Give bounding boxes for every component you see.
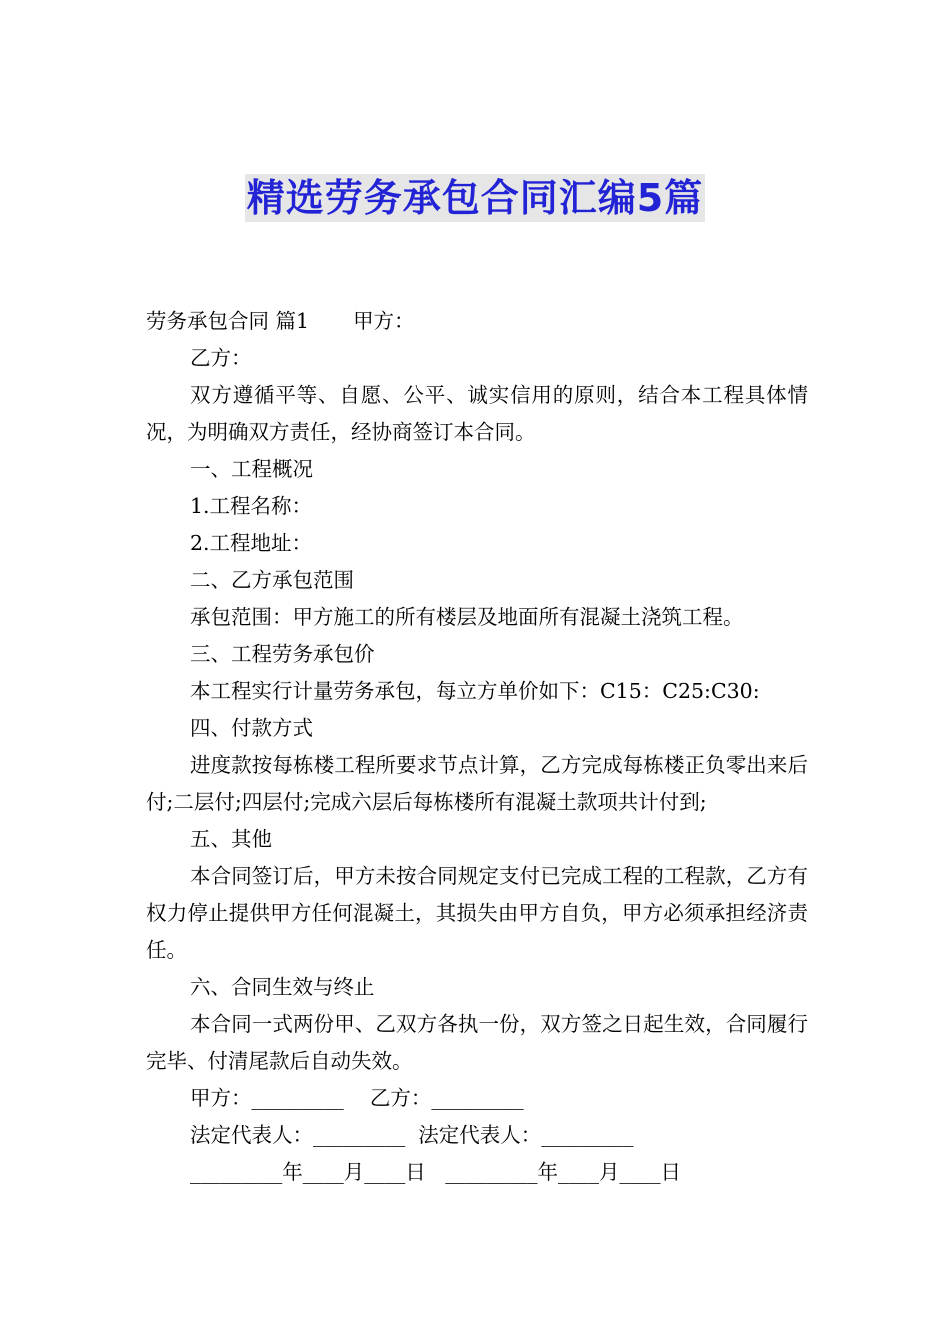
- paragraph: 乙方：: [190, 346, 252, 370]
- document-title: 精选劳务承包合同汇编5篇: [246, 176, 704, 220]
- paragraph: 一、工程概况: [190, 457, 313, 481]
- title-container: [0, 174, 950, 222]
- signature-date-line: _________年____月____日 _________年____月____日: [190, 1160, 682, 1184]
- paragraph: 本工程实行计量劳务承包，每立方单价如下：C15：C25:C30:: [190, 679, 760, 703]
- paragraph: 1.工程名称：: [190, 494, 313, 518]
- paragraph: 承包范围：甲方施工的所有楼层及地面所有混凝土浇筑工程。: [190, 605, 744, 629]
- section-heading: [146, 303, 808, 340]
- party-a-label: 甲方：: [353, 309, 415, 333]
- paragraph: 三、工程劳务承包价: [190, 642, 375, 666]
- paragraph: 2.工程地址：: [190, 531, 313, 555]
- paragraph: 进度款按每栋楼工程所要求节点计算，乙方完成每栋楼正负零出来后付;二层付;四层付;完成六层后每栋楼所有混凝土款项共计付到;: [146, 753, 808, 814]
- paragraph: 六、合同生效与终止: [190, 975, 375, 999]
- paragraph: 双方遵循平等、自愿、公平、诚实信用的原则，结合本工程具体情况，为明确双方责任，经协商签订本合同。: [146, 383, 808, 444]
- paragraph: 本合同签订后，甲方未按合同规定支付已完成工程的工程款，乙方有权力停止提供甲方任何混凝土，其损失由甲方自负，甲方必须承担经济责任。: [146, 864, 808, 962]
- signature-representative-line: 法定代表人：_________ 法定代表人：_________: [190, 1123, 634, 1147]
- contract-heading: 劳务承包合同 篇1: [146, 309, 310, 333]
- paragraph: 二、乙方承包范围: [190, 568, 354, 592]
- paragraph: 本合同一式两份甲、乙双方各执一份，双方签之日起生效，合同履行完毕、付清尾款后自动失效。: [146, 1012, 808, 1073]
- signature-party-line: 甲方：_________ 乙方：_________: [190, 1086, 524, 1110]
- document-body: [146, 303, 808, 1191]
- paragraph: 四、付款方式: [190, 716, 313, 740]
- paragraph: 五、其他: [190, 827, 272, 851]
